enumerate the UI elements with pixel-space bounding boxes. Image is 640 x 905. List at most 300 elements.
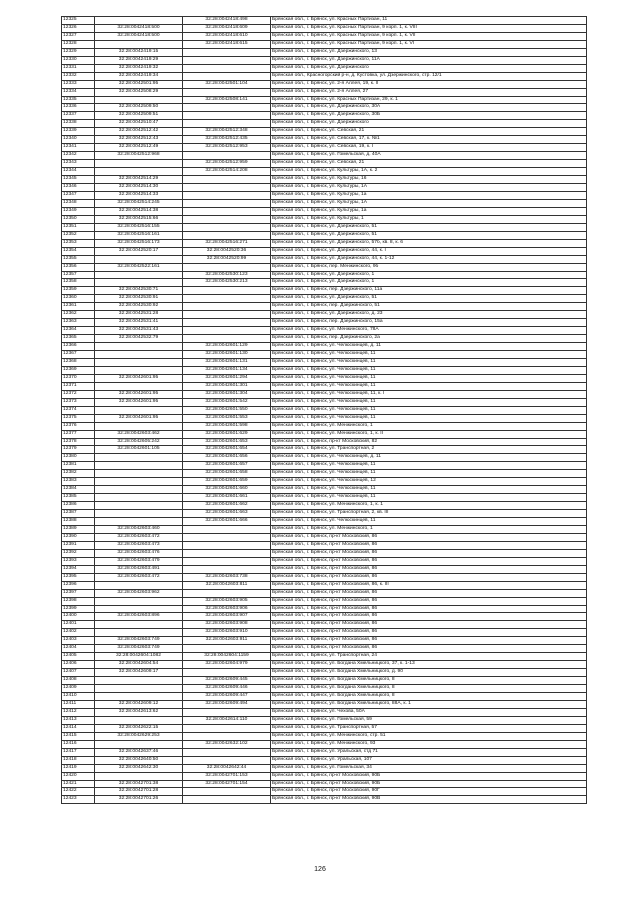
parcel-number-cell [95, 502, 183, 510]
address-cell: Брянская обл., г. Брянск, ул. Уральская, стд 71 [271, 748, 587, 756]
object-number-cell: 32:28:0042512:348 [183, 128, 271, 136]
object-number-cell [183, 549, 271, 557]
object-number-cell [183, 120, 271, 128]
parcel-number-cell [95, 518, 183, 526]
parcel-number-cell: 32:28:0042520:17 [95, 247, 183, 255]
row-number-cell: 12396 [62, 581, 95, 589]
table-row [62, 740, 587, 748]
object-number-cell: 32:28:0042701:154 [183, 780, 271, 788]
table-row [62, 422, 587, 430]
table-row [62, 191, 587, 199]
row-number-cell: 12330 [62, 56, 95, 64]
row-number-cell: 12409 [62, 685, 95, 693]
table-row [62, 549, 587, 557]
row-number-cell: 12328 [62, 40, 95, 48]
row-number-cell: 12400 [62, 613, 95, 621]
parcel-number-cell: 32:28:0042604:1082 [95, 653, 183, 661]
object-number-cell [183, 207, 271, 215]
table-row [62, 446, 587, 454]
parcel-number-cell: 32:28:0042603:460 [95, 526, 183, 534]
parcel-number-cell [95, 470, 183, 478]
parcel-number-cell: 32:28:0042419:34 [95, 72, 183, 80]
address-cell: Брянская обл., г. Брянск, пр-кт Московский, 86 [271, 557, 587, 565]
row-number-cell: 12405 [62, 653, 95, 661]
parcel-number-cell: 32:28:0042418:500 [95, 24, 183, 32]
address-cell: Брянская обл., г. Брянск, пр-кт Московский, 86 [271, 645, 587, 653]
row-number-cell: 12354 [62, 247, 95, 255]
table-row [62, 390, 587, 398]
parcel-number-cell: 32:28:0042531:43 [95, 327, 183, 335]
object-number-cell [183, 191, 271, 199]
parcel-number-cell: 32:28:0042512:43 [95, 136, 183, 144]
table-row [62, 144, 587, 152]
address-cell: Брянская обл., г. Брянск, ул. Чехова, 50А [271, 708, 587, 716]
address-cell: Брянская обл., г. Брянск, пр-кт Московский, 86 [271, 613, 587, 621]
object-number-cell [183, 56, 271, 64]
address-cell: Брянская обл., г. Брянск, пр-кт Московский, 90Г [271, 788, 587, 796]
parcel-number-cell: 32:28:0042604:54 [95, 661, 183, 669]
row-number-cell: 12415 [62, 732, 95, 740]
row-number-cell: 12343 [62, 160, 95, 168]
object-number-cell: 32:28:0042601:131 [183, 358, 271, 366]
address-cell: Брянская обл., г. Брянск, пр-кт Московский, 86 [271, 597, 587, 605]
table-row [62, 327, 587, 335]
table-row [62, 160, 587, 168]
parcel-number-cell: 32:28:0042509:51 [95, 112, 183, 120]
address-cell: Брянская обл., г. Брянск, пр-кт Московский, 86 [271, 549, 587, 557]
table-row [62, 533, 587, 541]
object-number-cell [183, 88, 271, 96]
row-number-cell: 12352 [62, 231, 95, 239]
object-number-cell: 32:28:0042418:615 [183, 40, 271, 48]
parcel-number-cell: 32:28:0042601:95 [95, 374, 183, 382]
parcel-number-cell: 32:28:0042603:749 [95, 645, 183, 653]
table-row [62, 295, 587, 303]
object-number-cell: 32:28:0042601:658 [183, 470, 271, 478]
object-number-cell [183, 311, 271, 319]
address-cell: Брянская обл., г. Брянск, ул. Челюскинцев, 11 [271, 406, 587, 414]
parcel-number-cell [95, 597, 183, 605]
table-row [62, 279, 587, 287]
address-cell: Брянская обл., г. Брянск, ул. Дзержинского, 13 [271, 48, 587, 56]
row-number-cell: 12399 [62, 605, 95, 613]
row-number-cell: 12407 [62, 669, 95, 677]
row-number-cell: 12382 [62, 470, 95, 478]
address-cell: Брянская обл., г. Брянск, пр-кт Московский, 90Б [271, 772, 587, 780]
parcel-number-cell: 32:28:0042603:472 [95, 533, 183, 541]
parcel-number-cell [95, 351, 183, 359]
table-row [62, 271, 587, 279]
address-cell: Брянская обл., г. Брянск, ул. Севская, 21 [271, 128, 587, 136]
address-cell: Брянская обл., г. Брянск, ул. Культуры, 1А [271, 184, 587, 192]
parcel-number-cell: 32:28:0042512:49 [95, 144, 183, 152]
row-number-cell: 12351 [62, 223, 95, 231]
parcel-number-cell [95, 96, 183, 104]
object-number-cell: 32:28:0042603:906 [183, 605, 271, 613]
table-row [62, 96, 587, 104]
object-number-cell: 32:28:0042604:979 [183, 661, 271, 669]
table-row [62, 104, 587, 112]
table-row [62, 287, 587, 295]
row-number-cell: 12373 [62, 398, 95, 406]
row-number-cell: 12357 [62, 271, 95, 279]
parcel-number-cell: 32:28:0042516:173 [95, 239, 183, 247]
address-cell: Брянская обл., г. Брянск, ул. Дзержинского, 44, к. 1-12 [271, 255, 587, 263]
parcel-number-cell [95, 494, 183, 502]
table-row [62, 247, 587, 255]
row-number-cell: 12365 [62, 335, 95, 343]
table-row [62, 621, 587, 629]
row-number-cell: 12394 [62, 565, 95, 573]
table-row [62, 565, 587, 573]
table-row [62, 462, 587, 470]
address-cell: Брянская обл., г. Брянск, ул. Дзержинского [271, 120, 587, 128]
object-number-cell: 32:28:0042603:905 [183, 597, 271, 605]
object-number-cell [183, 152, 271, 160]
object-number-cell [183, 589, 271, 597]
object-number-cell [183, 526, 271, 534]
object-number-cell: 32:28:0042609:445 [183, 677, 271, 685]
object-number-cell: 32:28:0042604:1159 [183, 653, 271, 661]
row-number-cell: 12349 [62, 207, 95, 215]
table-row [62, 152, 587, 160]
address-cell: Брянская обл., г. Брянск, ул. Челюскинцев, 12 [271, 478, 587, 486]
address-cell: Брянская обл., г. Брянск, ул. Красных Партизан, 9 корп. 1, к. VII [271, 32, 587, 40]
row-number-cell: 12385 [62, 494, 95, 502]
object-number-cell: 32:28:0042601:130 [183, 351, 271, 359]
table-row [62, 732, 587, 740]
table-row [62, 136, 587, 144]
table-row [62, 677, 587, 685]
address-cell: Брянская обл., г. Брянск, пр-кт Московский, 86 [271, 621, 587, 629]
object-number-cell [183, 732, 271, 740]
row-number-cell: 12370 [62, 374, 95, 382]
object-number-cell: 32:28:0042601:662 [183, 502, 271, 510]
parcel-number-cell: 32:28:0042701:28 [95, 788, 183, 796]
address-cell: Брянская обл., г. Брянск, пр-кт Московский, 86 [271, 533, 587, 541]
parcel-number-cell: 32:28:0042603:962 [95, 589, 183, 597]
row-number-cell: 12411 [62, 700, 95, 708]
row-number-cell: 12341 [62, 144, 95, 152]
table-row [62, 470, 587, 478]
parcel-number-cell: 32:28:0042609:17 [95, 669, 183, 677]
object-number-cell: 32:28:0042520:36 [183, 247, 271, 255]
row-number-cell: 12421 [62, 780, 95, 788]
object-number-cell: 32:28:0042601:598 [183, 422, 271, 430]
parcel-number-cell: 32:28:0042603:462 [95, 430, 183, 438]
row-number-cell: 12340 [62, 136, 95, 144]
parcel-number-cell: 32:28:0042512:968 [95, 152, 183, 160]
address-cell: Брянская обл., г. Брянск, ул. Челюскинцев, 11 [271, 414, 587, 422]
parcel-number-cell: 32:28:0042622:15 [95, 724, 183, 732]
parcel-number-cell [95, 40, 183, 48]
row-number-cell: 12327 [62, 32, 95, 40]
parcel-number-cell: 32:28:0042515:66 [95, 215, 183, 223]
table-row [62, 358, 587, 366]
object-number-cell: 32:28:0042632:102 [183, 740, 271, 748]
object-number-cell: 32:28:0042508:141 [183, 96, 271, 104]
table-row [62, 255, 587, 263]
object-number-cell: 32:28:0042601:629 [183, 430, 271, 438]
registry-table [61, 16, 587, 804]
row-number-cell: 12353 [62, 239, 95, 247]
parcel-number-cell: 32:28:0042516:161 [95, 231, 183, 239]
parcel-number-cell: 32:28:0042603:491 [95, 565, 183, 573]
object-number-cell [183, 319, 271, 327]
table-row [62, 168, 587, 176]
table-row [62, 351, 587, 359]
table-row [62, 669, 587, 677]
parcel-number-cell [95, 454, 183, 462]
table-row [62, 693, 587, 701]
address-cell: Брянская обл., г. Брянск, ул. Челюскинцев, 11 [271, 470, 587, 478]
table-row [62, 207, 587, 215]
table-row [62, 700, 587, 708]
object-number-cell [183, 748, 271, 756]
parcel-number-cell: 32:28:0042613:62 [95, 708, 183, 716]
object-number-cell: 32:28:0042603:908 [183, 621, 271, 629]
row-number-cell: 12335 [62, 96, 95, 104]
row-number-cell: 12384 [62, 486, 95, 494]
table-row [62, 724, 587, 732]
address-cell: Брянская обл., г. Брянск, ул. Красных Партизан, 11 [271, 17, 587, 25]
object-number-cell [183, 72, 271, 80]
address-cell: Брянская обл., г. Брянск, ул. Менжинского, 1 [271, 526, 587, 534]
parcel-number-cell [95, 510, 183, 518]
row-number-cell: 12337 [62, 112, 95, 120]
address-cell: Брянская обл., г. Брянск, ул. Челюскинцев, 11 [271, 398, 587, 406]
row-number-cell: 12389 [62, 526, 95, 534]
object-number-cell [183, 756, 271, 764]
address-cell: Брянская обл., г. Брянск, пр-кт Московский, 86 [271, 541, 587, 549]
object-number-cell [183, 669, 271, 677]
parcel-number-cell: 32:28:0042530:91 [95, 295, 183, 303]
row-number-cell: 12364 [62, 327, 95, 335]
row-number-cell: 12346 [62, 184, 95, 192]
table-row [62, 589, 587, 597]
table-row [62, 40, 587, 48]
row-number-cell: 12379 [62, 446, 95, 454]
table-row [62, 398, 587, 406]
table-row [62, 263, 587, 271]
table-row [62, 573, 587, 581]
address-cell: Брянская обл., г. Брянск, ул. Красных Партизан, 29, к. 1 [271, 96, 587, 104]
parcel-number-cell: 32:28:0042514:30 [95, 184, 183, 192]
address-cell: Брянская обл., г. Брянск, ул. Культуры, 1 [271, 215, 587, 223]
row-number-cell: 12342 [62, 152, 95, 160]
parcel-number-cell: 32:28:0042531:28 [95, 311, 183, 319]
table-row [62, 319, 587, 327]
parcel-number-cell: 32:28:0042530:71 [95, 287, 183, 295]
row-number-cell: 12420 [62, 772, 95, 780]
object-number-cell [183, 184, 271, 192]
row-number-cell: 12391 [62, 541, 95, 549]
table-row [62, 494, 587, 502]
address-cell: Брянская обл., г. Брянск, ул. Гомельская, 59 [271, 716, 587, 724]
object-number-cell [183, 295, 271, 303]
address-cell: Брянская обл., г. Брянск, пер. Менжинского, 9б [271, 263, 587, 271]
table-row [62, 311, 587, 319]
object-number-cell [183, 215, 271, 223]
parcel-number-cell: 32:28:0042701:26 [95, 796, 183, 804]
table-row [62, 788, 587, 796]
parcel-number-cell: 32:28:0042514:245 [95, 199, 183, 207]
address-cell: Брянская обл., г. Брянск, ул. Челюскинцев, д. 11 [271, 454, 587, 462]
row-number-cell: 12362 [62, 311, 95, 319]
object-number-cell: 32:28:0042601:134 [183, 366, 271, 374]
table-row [62, 88, 587, 96]
table-row [62, 120, 587, 128]
address-cell: Брянская обл., г. Брянск, ул. Челюскинцев, 11 [271, 518, 587, 526]
address-cell: Брянская обл., г. Брянск, ул. Богдана Хмельницкого, 8 [271, 693, 587, 701]
row-number-cell: 12368 [62, 358, 95, 366]
row-number-cell: 12388 [62, 518, 95, 526]
object-number-cell: 32:28:0042609:446 [183, 685, 271, 693]
parcel-number-cell: 32:28:0042642:30 [95, 764, 183, 772]
row-number-cell: 12338 [62, 120, 95, 128]
row-number-cell: 12377 [62, 430, 95, 438]
address-cell: Брянская обл., г. Брянск, ул. Гомельская, д. 40А [271, 152, 587, 160]
row-number-cell: 12423 [62, 796, 95, 804]
parcel-number-cell: 32:28:0042701:38 [95, 780, 183, 788]
table-row [62, 239, 587, 247]
address-cell: Брянская обл., г. Брянск, ул. Челюскинцев, 11, к. I [271, 390, 587, 398]
address-cell: Брянская обл., г. Брянск, ул. Культуры, 1А, к. 2 [271, 168, 587, 176]
row-number-cell: 12412 [62, 708, 95, 716]
row-number-cell: 12386 [62, 502, 95, 510]
row-number-cell: 12410 [62, 693, 95, 701]
object-number-cell: 32:28:0042603:811 [183, 581, 271, 589]
table-row [62, 478, 587, 486]
table-row [62, 454, 587, 462]
object-number-cell [183, 557, 271, 565]
row-number-cell: 12348 [62, 199, 95, 207]
parcel-number-cell: 32:28:0042601:95 [95, 398, 183, 406]
table-row [62, 581, 587, 589]
table-row [62, 772, 587, 780]
row-number-cell: 12371 [62, 382, 95, 390]
address-cell: Брянская обл., г. Брянск, ул. Дзержинского, 57б, кв. 8, к. 6 [271, 239, 587, 247]
address-cell: Брянская обл., г. Брянск, ул. Транспортная, 24 [271, 653, 587, 661]
address-cell: Брянская обл., г. Брянск, ул. Богдана Хмельницкого, д. 90 [271, 669, 587, 677]
object-number-cell: 32:28:0042614:110 [183, 716, 271, 724]
table-row [62, 764, 587, 772]
parcel-number-cell [95, 17, 183, 25]
table-row [62, 796, 587, 804]
table-row [62, 748, 587, 756]
object-number-cell [183, 541, 271, 549]
row-number-cell: 12331 [62, 64, 95, 72]
table-row [62, 32, 587, 40]
address-cell: Брянская обл., г. Брянск, пр-кт Московский, 86 [271, 629, 587, 637]
address-cell: Брянская обл., г. Брянск, пер. Дзержинского, 11а [271, 287, 587, 295]
table-row [62, 414, 587, 422]
object-number-cell [183, 327, 271, 335]
row-number-cell: 12369 [62, 366, 95, 374]
address-cell: Брянская обл., г. Брянск, ул. Транспортная, 57 [271, 724, 587, 732]
table-row [62, 374, 587, 382]
row-number-cell: 12413 [62, 716, 95, 724]
parcel-number-cell [95, 160, 183, 168]
table-row [62, 24, 587, 32]
parcel-number-cell [95, 366, 183, 374]
address-cell: Брянская обл., г. Брянск, ул. Красных Партизан, 9 корп. 1, к. VIII [271, 24, 587, 32]
object-number-cell: 32:28:0042601:661 [183, 494, 271, 502]
table-row [62, 64, 587, 72]
parcel-number-cell: 32:28:0042603:749 [95, 637, 183, 645]
parcel-number-cell: 32:28:0042419:29 [95, 56, 183, 64]
object-number-cell [183, 788, 271, 796]
address-cell: Брянская обл., г. Брянск, пр-кт Московский, 82 [271, 438, 587, 446]
object-number-cell: 32:28:0042601:653 [183, 438, 271, 446]
address-cell: Брянская обл., г. Брянск, ул. Менжинского, стр. 51 [271, 732, 587, 740]
table-row [62, 645, 587, 653]
table-row [62, 756, 587, 764]
object-number-cell [183, 645, 271, 653]
parcel-number-cell: 32:28:0042510:47 [95, 120, 183, 128]
object-number-cell [183, 112, 271, 120]
parcel-number-cell [95, 605, 183, 613]
parcel-number-cell: 32:28:0042522:161 [95, 263, 183, 271]
table-row [62, 303, 587, 311]
table-row [62, 716, 587, 724]
object-number-cell: 32:28:0042601:550 [183, 406, 271, 414]
object-number-cell [183, 223, 271, 231]
table-row [62, 48, 587, 56]
parcel-number-cell: 32:28:0042514:33 [95, 191, 183, 199]
parcel-number-cell: 32:28:0042605:242 [95, 438, 183, 446]
address-cell: Брянская обл., г. Брянск, ул. Дзержинского, 30А [271, 104, 587, 112]
parcel-number-cell: 32:28:0042531:41 [95, 319, 183, 327]
address-cell: Брянская обл., г. Брянск, ул. Дзержинского, 11А [271, 56, 587, 64]
table-row [62, 557, 587, 565]
address-cell: Брянская обл., г. Брянск, ул. Дзержинского, 51 [271, 223, 587, 231]
table-row [62, 661, 587, 669]
address-cell: Брянская обл., г. Брянск, пр-кт Московский, 86 [271, 605, 587, 613]
address-cell: Брянская обл., г. Брянск, ул. Дзержинского, д. 23 [271, 311, 587, 319]
table-row [62, 613, 587, 621]
table-row [62, 184, 587, 192]
parcel-number-cell: 32:28:0042601:95 [95, 414, 183, 422]
row-number-cell: 12350 [62, 215, 95, 223]
row-number-cell: 12344 [62, 168, 95, 176]
address-cell: Брянская обл., г. Брянск, ул. Дзержинского, 44, к. I [271, 247, 587, 255]
address-cell: Брянская обл., г. Брянск, ул. Культуры, 16 [271, 176, 587, 184]
table-row [62, 637, 587, 645]
parcel-number-cell [95, 255, 183, 263]
parcel-number-cell: 32:28:0042601:105 [95, 446, 183, 454]
row-number-cell: 12395 [62, 573, 95, 581]
row-number-cell: 12390 [62, 533, 95, 541]
object-number-cell [183, 48, 271, 56]
table-row [62, 406, 587, 414]
object-number-cell [183, 533, 271, 541]
row-number-cell: 12378 [62, 438, 95, 446]
parcel-number-cell: 32:28:0042603:896 [95, 613, 183, 621]
row-number-cell: 12401 [62, 621, 95, 629]
parcel-number-cell: 32:28:0042603:476 [95, 549, 183, 557]
row-number-cell: 12360 [62, 295, 95, 303]
parcel-number-cell [95, 382, 183, 390]
object-number-cell: 32:28:0042512:953 [183, 144, 271, 152]
table-row [62, 605, 587, 613]
parcel-number-cell [95, 621, 183, 629]
address-cell: Брянская обл., г. Брянск, ул. Севская, 19, к. I [271, 144, 587, 152]
object-number-cell [183, 104, 271, 112]
table-row [62, 80, 587, 88]
table-row [62, 366, 587, 374]
object-number-cell [183, 335, 271, 343]
